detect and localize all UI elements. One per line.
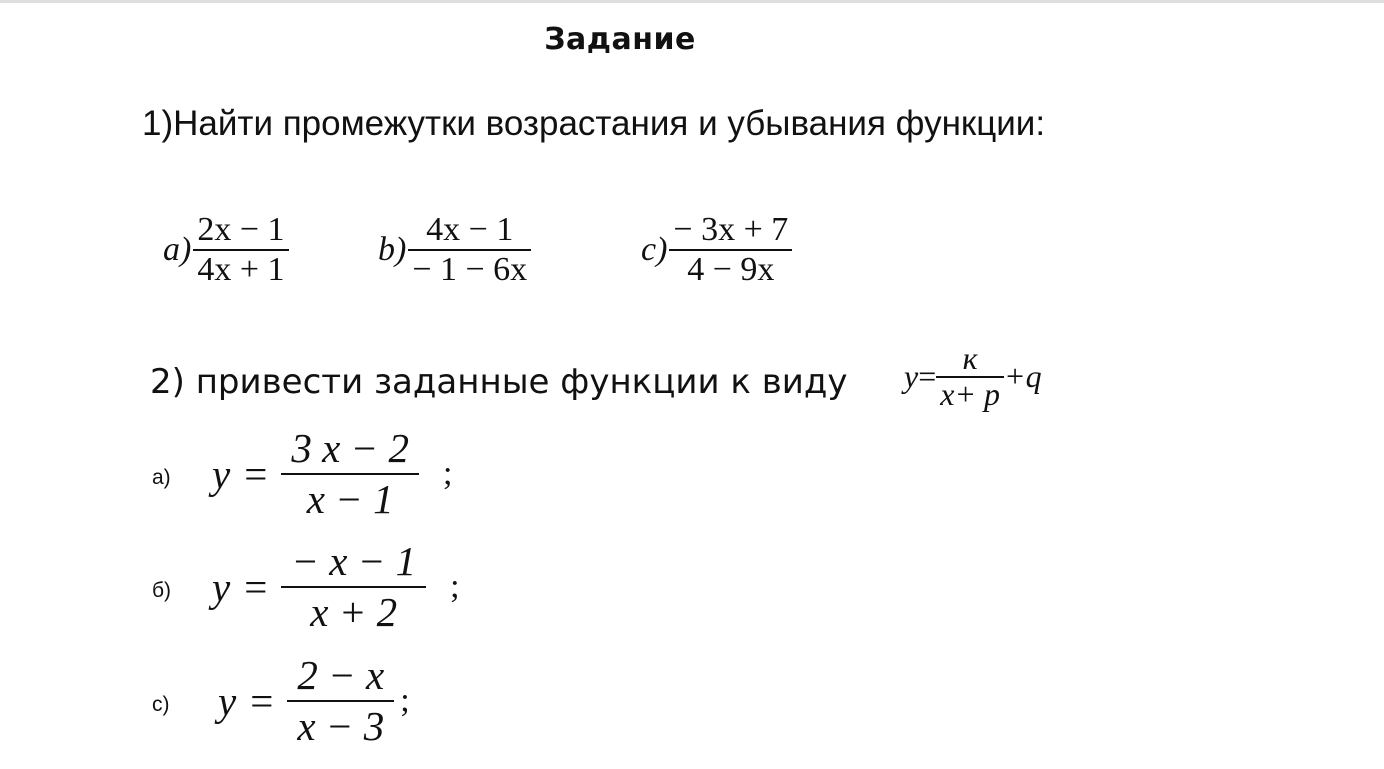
- formula-equals: =: [918, 358, 937, 395]
- formula-equals: =: [244, 564, 268, 611]
- formula-lhs: y: [212, 564, 231, 611]
- task-1-expression-a: [163, 211, 289, 289]
- page-title: Задание: [544, 22, 696, 57]
- fraction-numerator: − 3x + 7: [673, 211, 789, 248]
- fraction-denominator: x + 2: [310, 589, 398, 636]
- fraction-numerator: − x − 1: [291, 538, 417, 584]
- fraction-denominator: 4x + 1: [197, 251, 285, 289]
- fraction: [193, 211, 288, 289]
- task-2-label-c: с): [152, 693, 170, 716]
- semicolon: ;: [442, 455, 453, 493]
- fraction-numerator: к: [962, 340, 978, 376]
- task-2-heading: 2) привести заданные функции к виду: [150, 362, 848, 402]
- fraction-numerator: 2x − 1: [197, 211, 285, 248]
- formula-equals: =: [250, 678, 274, 725]
- semicolon: ;: [400, 682, 410, 720]
- top-border: [0, 0, 1384, 3]
- fraction-denominator: x − 3: [297, 703, 385, 750]
- formula-tail: +q: [1004, 358, 1042, 395]
- formula-lhs: y: [212, 451, 231, 498]
- task-2-expression-b: [212, 537, 460, 637]
- fraction: [669, 211, 792, 289]
- task-2-label-a: а): [152, 466, 171, 489]
- fraction: [281, 537, 426, 637]
- semicolon: ;: [450, 568, 460, 606]
- expression-label: b): [378, 231, 407, 269]
- expression-label: a): [163, 231, 192, 269]
- fraction-numerator: 4x − 1: [426, 211, 514, 248]
- fraction: [936, 342, 1004, 411]
- fraction-numerator: 3 x − 2: [291, 425, 409, 471]
- formula-lhs: y: [218, 678, 237, 725]
- task-2-expression-c: [218, 651, 410, 751]
- fraction-denominator: x+ p: [940, 375, 1001, 412]
- fraction: [287, 651, 394, 751]
- formula-lhs: y: [904, 358, 919, 395]
- formula-equals: =: [244, 451, 268, 498]
- task-2-expression-a: [212, 424, 452, 524]
- task-1-heading: 1)Найти промежутки возрастания и убывания функции:: [142, 104, 1046, 143]
- fraction-numerator: 2 − x: [297, 652, 385, 698]
- fraction-denominator: 4 − 9x: [687, 251, 775, 289]
- fraction-denominator: x − 1: [306, 476, 394, 523]
- expression-label: c): [641, 231, 668, 269]
- fraction-denominator: − 1 − 6x: [412, 251, 528, 289]
- task-1-expression-b: [378, 211, 531, 289]
- task-2-label-b: б): [152, 579, 172, 602]
- target-formula: [904, 342, 1042, 411]
- fraction: [408, 211, 531, 289]
- fraction: [281, 424, 419, 524]
- task-1-expression-c: [641, 211, 792, 289]
